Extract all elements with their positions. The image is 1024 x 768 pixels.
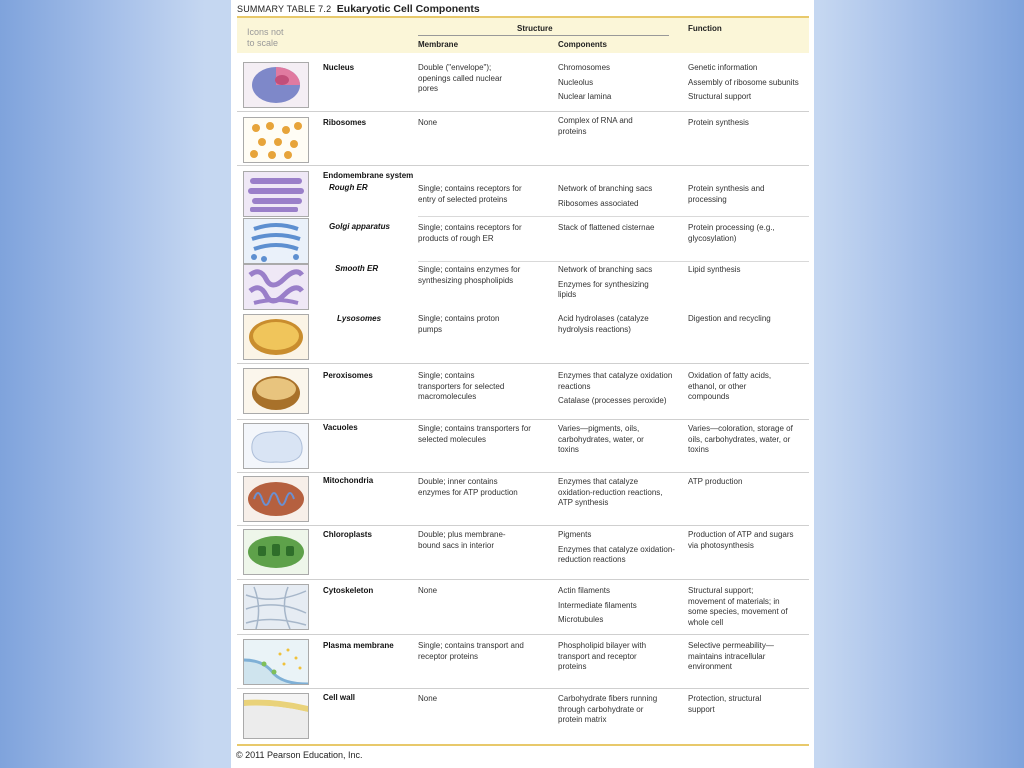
function-header: Function <box>688 24 722 33</box>
components-cell: Phospholipid bilayer with transport and receptor proteins <box>558 641 647 671</box>
row-name: Nucleus <box>323 63 355 72</box>
components-cell: Carbohydrate fibers running through carbohydrate or protein matrix <box>558 694 658 724</box>
components-cell: Pigments Enzymes that catalyze oxidation-reduction reactions <box>558 530 675 564</box>
membrane-cell: Single; contains transporters for selected molecules <box>418 424 531 444</box>
components-cell: Actin filaments Intermediate filaments Microtubules <box>558 586 637 624</box>
mitochondrion-icon <box>243 476 309 522</box>
golgi-icon <box>243 218 309 264</box>
lysosome-icon <box>243 314 309 360</box>
row-name: Plasma membrane <box>323 641 394 650</box>
cell-wall-icon <box>243 693 309 739</box>
function-cell: Protein processing (e.g., glycosylation) <box>688 223 775 243</box>
row-name: Peroxisomes <box>323 371 373 380</box>
bottom-rule <box>237 744 809 746</box>
row-name: Cell wall <box>323 693 356 702</box>
components-cell: Enzymes that catalyze oxidation-reduction reactions, ATP synthesis <box>558 477 663 507</box>
membrane-cell: Single; contains transporters for selected macromolecules <box>418 371 505 401</box>
components-cell: Network of branching sacs Enzymes for synthesizing lipids <box>558 265 653 299</box>
table-title <box>237 3 480 15</box>
table-row-ribosomes <box>237 111 809 166</box>
table-number: SUMMARY TABLE 7.2 <box>237 4 332 14</box>
sub-row-divider <box>418 261 809 262</box>
row-name: Vacuoles <box>323 423 358 432</box>
components-cell: Network of branching sacs Ribosomes associated <box>558 184 653 208</box>
membrane-cell: Single; contains receptors for entry of selected proteins <box>418 184 522 204</box>
membrane-cell: Single; contains receptors for products of rough ER <box>418 223 522 243</box>
table-row-endomembrane <box>237 165 809 364</box>
function-cell: Protein synthesis <box>688 118 749 127</box>
row-name-smooth-er: Smooth ER <box>335 264 379 273</box>
smooth-er-icon <box>243 264 309 310</box>
function-cell: Protection, structural support <box>688 694 762 714</box>
membrane-cell: Double; plus membrane-bound sacs in interior <box>418 530 506 550</box>
components-cell: Acid hydrolases (catalyze hydrolysis reactions) <box>558 314 649 334</box>
icons-note: Icons not to scale <box>247 27 284 48</box>
membrane-cell: Double; inner contains enzymes for ATP production <box>418 477 518 497</box>
membrane-cell: Double ("envelope"); openings called nuclear pores <box>418 63 503 93</box>
cytoskeleton-icon <box>243 584 309 630</box>
table-row-nucleus <box>237 54 809 112</box>
table-name: Eukaryotic Cell Components <box>336 3 480 15</box>
row-name: Cytoskeleton <box>323 586 374 595</box>
table-row-vacuoles <box>237 419 809 473</box>
function-cell: ATP production <box>688 477 743 486</box>
table-header <box>237 18 809 53</box>
function-cell: Protein synthesis and processing <box>688 184 765 204</box>
nucleus-icon <box>243 62 309 108</box>
ribosomes-icon <box>243 117 309 163</box>
row-name-rough-er: Rough ER <box>329 183 368 192</box>
table-row-mitochondria <box>237 472 809 526</box>
function-cell: Genetic information Assembly of ribosome subunits Structural support <box>688 63 799 101</box>
structure-header: Structure <box>517 24 553 33</box>
plasma-membrane-icon <box>243 639 309 685</box>
function-cell: Digestion and recycling <box>688 314 771 323</box>
membrane-cell: Single; contains proton pumps <box>418 314 500 334</box>
copyright-notice: © 2011 Pearson Education, Inc. <box>236 750 363 760</box>
table-row-cell-wall <box>237 688 809 742</box>
row-name: Mitochondria <box>323 476 374 485</box>
chloroplast-icon <box>243 529 309 575</box>
function-cell: Oxidation of fatty acids, ethanol, or other compounds <box>688 371 772 401</box>
membrane-cell: None <box>418 694 438 703</box>
function-cell: Lipid synthesis <box>688 265 741 274</box>
components-cell: Stack of flattened cisternae <box>558 223 655 232</box>
components-header: Components <box>558 40 607 49</box>
membrane-header: Membrane <box>418 40 459 49</box>
peroxisome-icon <box>243 368 309 414</box>
function-cell: Structural support; movement of materials; in some species, movement of whole cell <box>688 586 788 627</box>
row-name: Chloroplasts <box>323 530 372 539</box>
table-row-plasma-membrane <box>237 634 809 689</box>
row-name: Ribosomes <box>323 118 367 127</box>
row-name-golgi: Golgi apparatus <box>329 222 390 231</box>
components-cell: Enzymes that catalyze oxidation reactions Catalase (processes peroxide) <box>558 371 673 405</box>
sub-row-divider <box>418 216 809 217</box>
membrane-cell: None <box>418 586 438 595</box>
components-cell: Chromosomes Nucleolus Nuclear lamina <box>558 63 612 101</box>
rough-er-icon <box>243 171 309 217</box>
membrane-cell: None <box>418 118 438 127</box>
function-cell: Production of ATP and sugars via photosynthesis <box>688 530 794 550</box>
components-cell: Varies—pigments, oils, carbohydrates, water, or toxins <box>558 424 644 454</box>
table-row-peroxisomes <box>237 363 809 420</box>
structure-rule <box>418 35 669 36</box>
table-row-chloroplasts <box>237 525 809 580</box>
function-cell: Selective permeability—maintains intracellular environment <box>688 641 774 671</box>
table-row-cytoskeleton <box>237 579 809 635</box>
row-name-lysosomes: Lysosomes <box>337 314 382 323</box>
membrane-cell: Single; contains transport and receptor proteins <box>418 641 524 661</box>
vacuole-icon <box>243 423 309 469</box>
components-cell: Complex of RNA and proteins <box>558 116 633 136</box>
function-cell: Varies—coloration, storage of oils, carbohydrates, water, or toxins <box>688 424 793 454</box>
document-page <box>231 0 814 768</box>
membrane-cell: Single; contains enzymes for synthesizing phospholipids <box>418 265 521 285</box>
row-name: Endomembrane system <box>323 171 414 180</box>
